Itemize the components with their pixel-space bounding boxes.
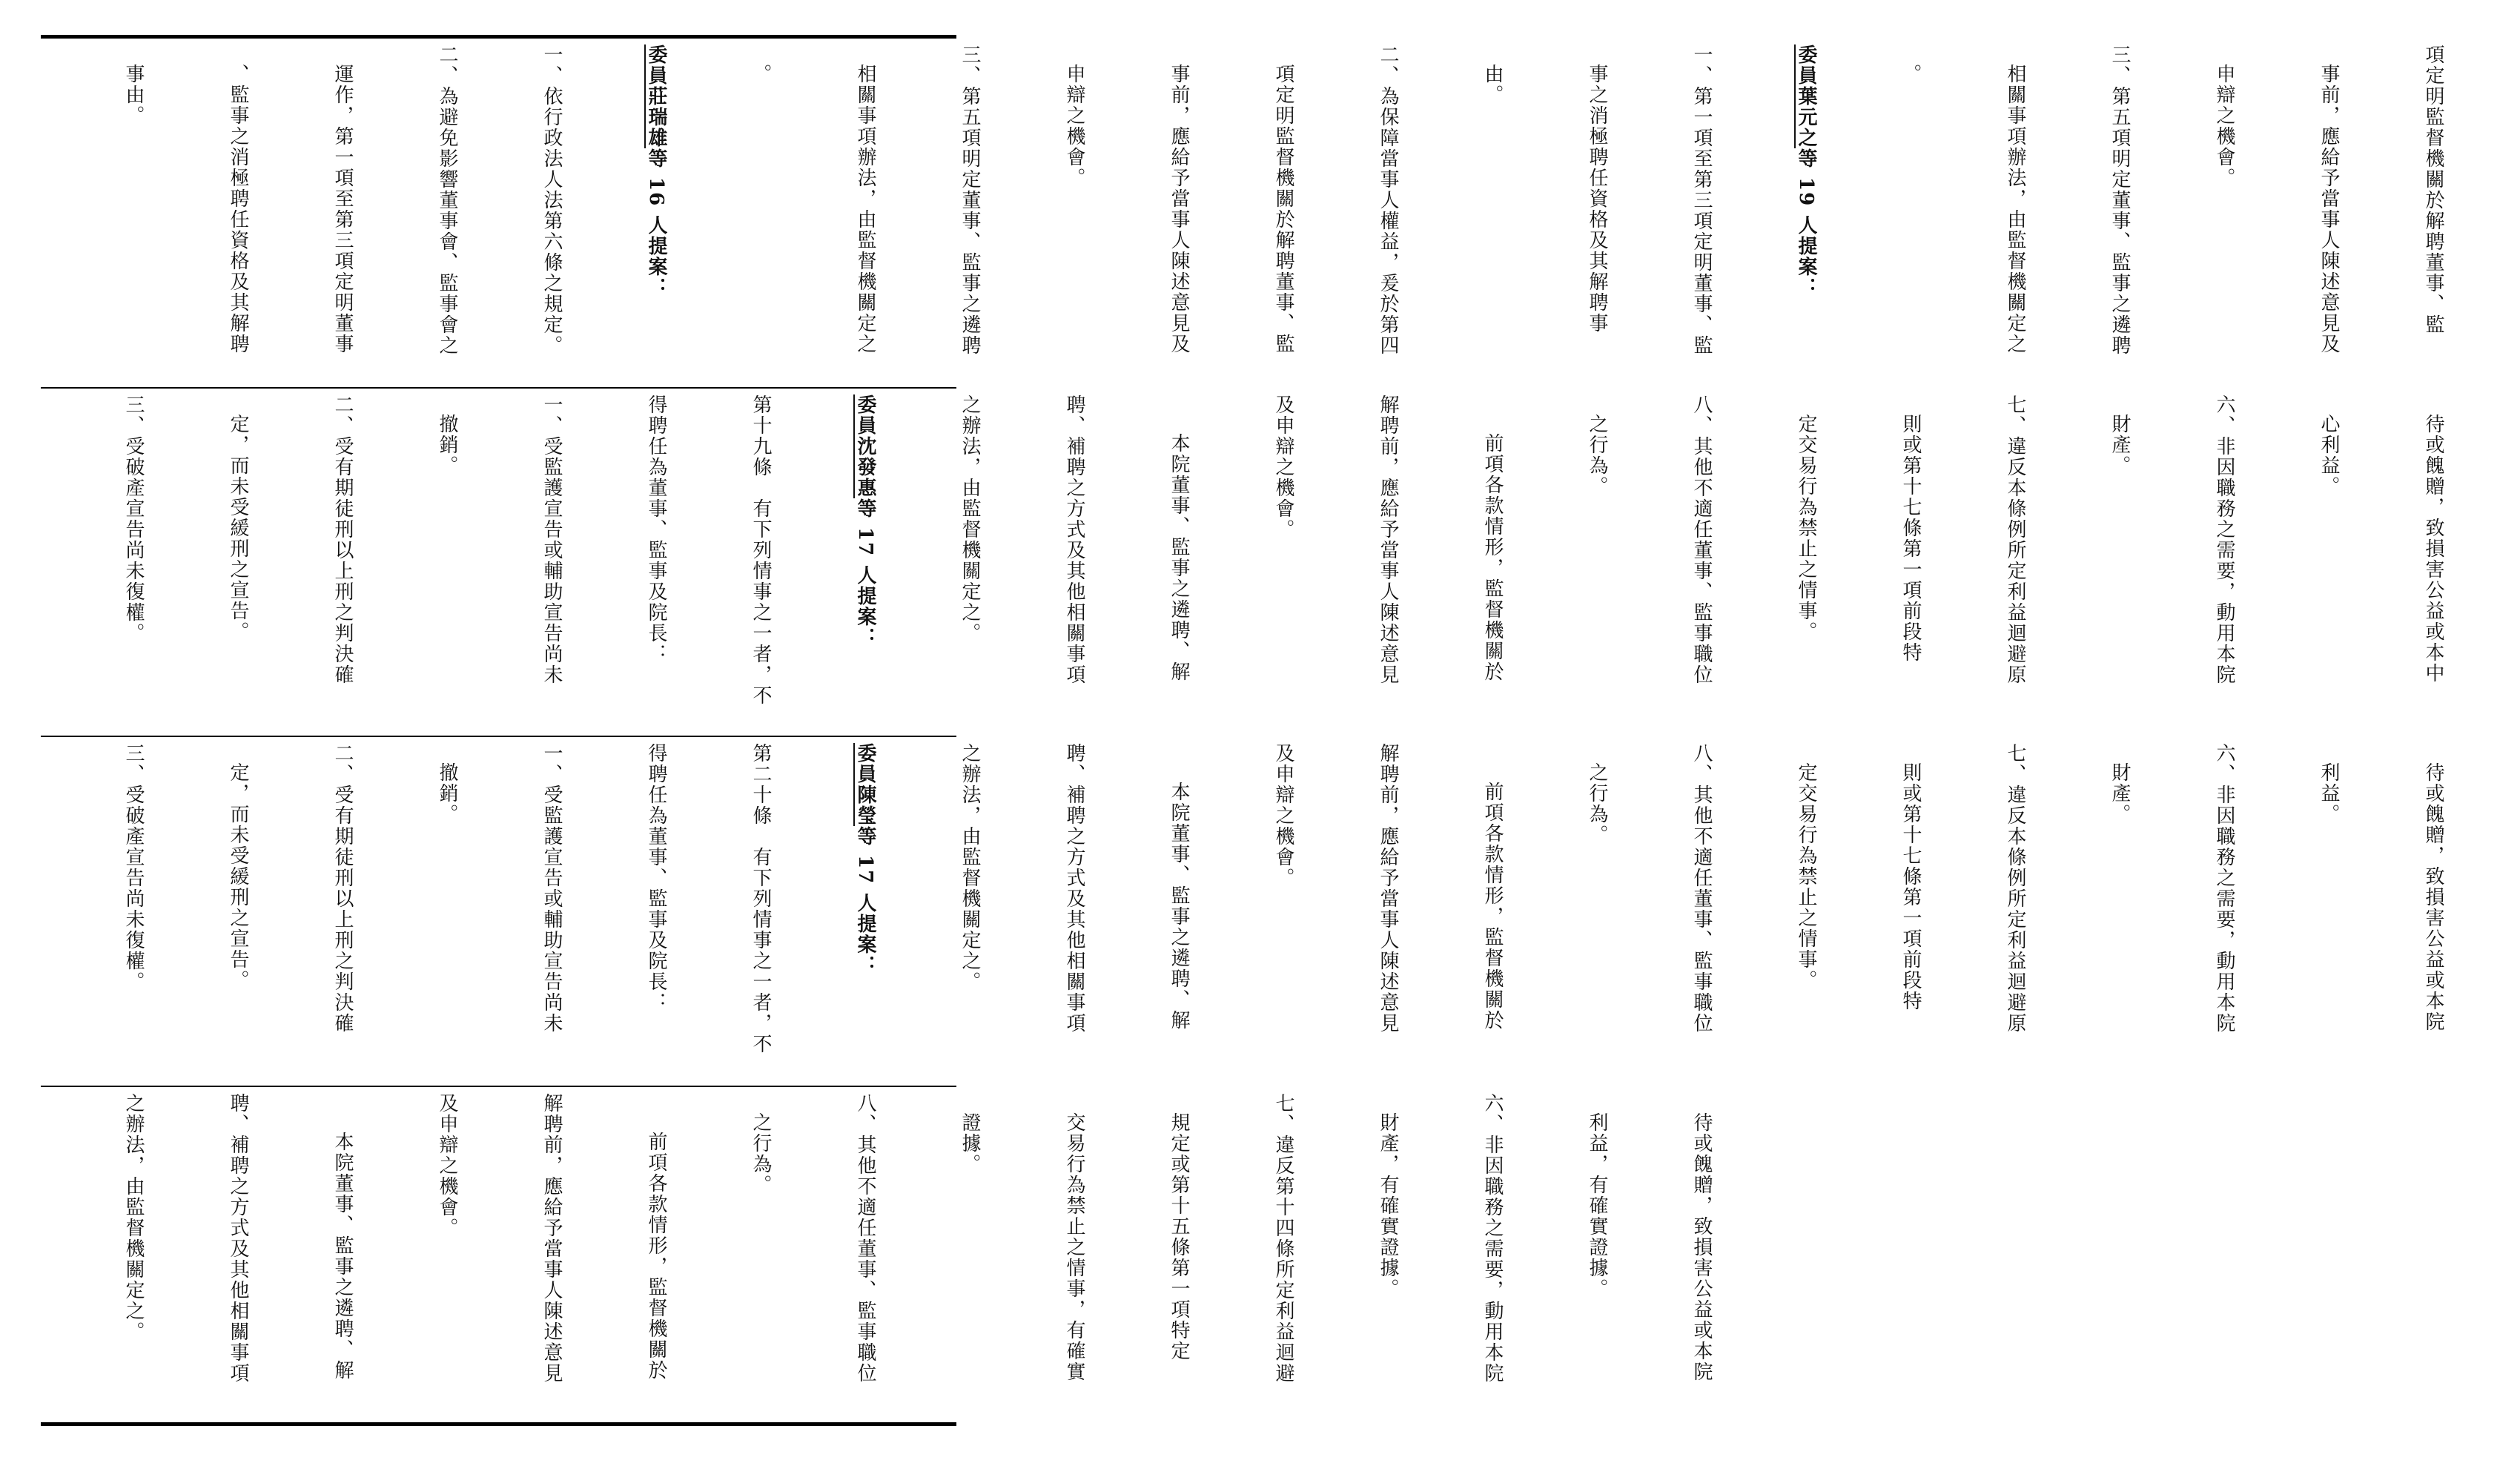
text-line: 六、非因職務之需要，動用本院 <box>1481 1093 1504 1384</box>
text-line: 之行為。 <box>1586 414 1608 497</box>
text-block-4 <box>46 1093 1713 1416</box>
text-line: 事前，應給予當事人陳述意見及 <box>1168 64 1190 354</box>
text-line: 待或餽贈，致損害公益或本院 <box>2422 762 2444 1032</box>
text-line: 解聘前，應給予當事人陳述意見 <box>1377 743 1399 1034</box>
text-line: 本院董事、監事之遴聘、解 <box>331 1132 354 1381</box>
proposal-heading <box>847 394 882 728</box>
text-line: 八、其他不適任董事、監事職位 <box>1690 394 1713 685</box>
text-line: 撤銷。 <box>436 762 458 825</box>
proposer-name: 委員陳瑩 <box>854 743 876 826</box>
section-divider <box>41 387 956 389</box>
text-line: 、監事之消極聘任資格及其解聘 <box>227 64 249 354</box>
proposer-name: 委員莊瑞雄 <box>645 44 667 148</box>
text-line: 一、受監護宣告或輔助宣告尚未 <box>540 743 563 1034</box>
text-line: 八、其他不適任董事、監事職位 <box>1690 743 1713 1034</box>
text-line: 定，而未受緩刑之宣告。 <box>227 414 249 642</box>
text-line: 項定明監督機關於解聘董事、監 <box>1272 64 1294 354</box>
text-line: 本院董事、監事之遴聘、解 <box>1168 433 1190 682</box>
text-line: 之辦法，由監督機關定之。 <box>122 1093 145 1342</box>
text-line: 八、其他不適任董事、監事職位 <box>854 1093 876 1384</box>
text-line: 得聘任為董事、監事及院長： <box>645 394 667 664</box>
text-line: 七、違反第十四條所定利益迴避 <box>1272 1093 1294 1384</box>
text-line: 三、第五項明定董事、監事之遴聘 <box>2109 44 2131 356</box>
text-line: 本院董事、監事之遴聘、解 <box>1168 782 1190 1031</box>
text-line: 心利益。 <box>2318 414 2340 497</box>
vertical-text-column <box>46 743 2520 1078</box>
text-line: 二、為避免影響董事會、監事會之 <box>436 44 458 356</box>
text-line: 第十九條 有下列情事之一者，不 <box>750 394 772 706</box>
text-line: 七、違反本條例所定利益迴避原 <box>2004 743 2026 1034</box>
text-line: 相關事項辦法，由監督機關定之 <box>2004 64 2026 354</box>
text-line: 三、受破產宣告尚未復權。 <box>122 394 145 644</box>
proposal-heading-rest: 等 17 人提案： <box>854 498 876 649</box>
text-line: 待或餽贈，致損害公益或本院 <box>1690 1112 1713 1382</box>
proposal-heading-rest: 等 17 人提案： <box>854 826 876 977</box>
vertical-text-column <box>46 44 2520 380</box>
text-line: 之行為。 <box>750 1112 772 1195</box>
text-line: 定交易行為禁止之情事。 <box>1795 414 1817 642</box>
text-line: 二、受有期徒刑以上刑之判決確 <box>331 394 354 685</box>
text-line: 及申辯之機會。 <box>436 1093 458 1238</box>
text-block-3 <box>46 743 2444 1078</box>
text-line: 第二十條 有下列情事之一者，不 <box>750 743 772 1054</box>
text-line: 則或第十七條第一項前段特 <box>1899 762 1922 1011</box>
text-line: 聘、補聘之方式及其他相關事項 <box>227 1093 249 1384</box>
vertical-text-column <box>46 394 2520 728</box>
text-line: 事前，應給予當事人陳述意見及 <box>2318 64 2340 354</box>
text-line: 相關事項辦法，由監督機關定之 <box>854 64 876 354</box>
proposal-heading <box>1788 44 1823 380</box>
text-line: 交易行為禁止之情事，有確實 <box>1063 1112 1085 1382</box>
text-line: 及申辯之機會。 <box>1272 743 1294 888</box>
text-line: 規定或第十五條第一項特定 <box>1168 1112 1190 1361</box>
text-line: 六、非因職務之需要，動用本院 <box>2213 394 2235 685</box>
text-line: 一、依行政法人法第六條之規定。 <box>540 44 563 356</box>
text-line: 前項各款情形，監督機關於 <box>1481 433 1504 682</box>
text-block-2 <box>46 394 2444 728</box>
bottom-rule <box>41 1422 956 1426</box>
text-block-1 <box>46 44 2444 380</box>
text-line: 定交易行為禁止之情事。 <box>1795 762 1817 991</box>
top-rule <box>41 35 956 39</box>
text-line: 待或餽贈，致損害公益或本中 <box>2422 414 2444 684</box>
proposer-name: 委員沈發惠 <box>854 394 876 498</box>
text-line: 得聘任為董事、監事及院長： <box>645 743 667 1013</box>
section-divider <box>41 1086 956 1087</box>
text-line: 財產。 <box>2109 762 2131 825</box>
text-line: 一、第一項至第三項定明董事、監 <box>1690 44 1713 356</box>
text-line: 二、為保障當事人權益，爰於第四 <box>1377 44 1399 356</box>
text-line: 申辯之機會。 <box>1063 64 1085 188</box>
text-line: 運作，第一項至第三項定明董事 <box>331 64 354 354</box>
text-line: 之辦法，由監督機關定之。 <box>959 394 981 644</box>
vertical-text-column <box>46 1093 1788 1416</box>
text-line: 前項各款情形，監督機關於 <box>645 1132 667 1381</box>
text-line: 一、受監護宣告或輔助宣告尚未 <box>540 394 563 685</box>
text-line: 及申辯之機會。 <box>1272 394 1294 540</box>
text-line: 聘、補聘之方式及其他相關事項 <box>1063 394 1085 685</box>
text-line: 。 <box>1899 64 1922 85</box>
text-line: 利益。 <box>2318 762 2340 825</box>
text-line: 前項各款情形，監督機關於 <box>1481 782 1504 1031</box>
text-line: 聘、補聘之方式及其他相關事項 <box>1063 743 1085 1034</box>
section-divider <box>41 736 956 737</box>
text-line: 三、第五項明定董事、監事之遴聘 <box>959 44 981 356</box>
text-line: 則或第十七條第一項前段特 <box>1899 414 1922 663</box>
proposal-heading-rest: 等 16 人提案： <box>645 148 667 299</box>
text-line: 由。 <box>1481 64 1504 105</box>
proposal-heading-rest: 等 19 人提案： <box>1795 148 1817 299</box>
text-line: 證據。 <box>959 1112 981 1175</box>
text-line: 事由。 <box>122 64 145 126</box>
proposal-heading <box>638 44 673 380</box>
text-line: 定，而未受緩刑之宣告。 <box>227 762 249 991</box>
text-line: 申辯之機會。 <box>2213 64 2235 188</box>
text-line: 七、違反本條例所定利益迴避原 <box>2004 394 2026 685</box>
text-line: 之行為。 <box>1586 762 1608 845</box>
text-line: 項定明監督機關於解聘董事、監 <box>2422 44 2444 335</box>
text-line: 六、非因職務之需要，動用本院 <box>2213 743 2235 1034</box>
text-line: 之辦法，由監督機關定之。 <box>959 743 981 992</box>
text-line: 三、受破產宣告尚未復權。 <box>122 743 145 992</box>
proposal-heading <box>847 743 882 1078</box>
text-line: 二、受有期徒刑以上刑之判決確 <box>331 743 354 1034</box>
text-line: 。 <box>750 64 772 85</box>
text-line: 財產，有確實證據。 <box>1377 1112 1399 1299</box>
text-line: 財產。 <box>2109 414 2131 476</box>
text-line: 利益，有確實證據。 <box>1586 1112 1608 1299</box>
text-line: 解聘前，應給予當事人陳述意見 <box>540 1093 563 1384</box>
text-line: 撤銷。 <box>436 414 458 476</box>
proposer-name: 委員葉元之 <box>1795 44 1817 148</box>
text-line: 解聘前，應給予當事人陳述意見 <box>1377 394 1399 685</box>
text-line: 事之消極聘任資格及其解聘事 <box>1586 64 1608 334</box>
